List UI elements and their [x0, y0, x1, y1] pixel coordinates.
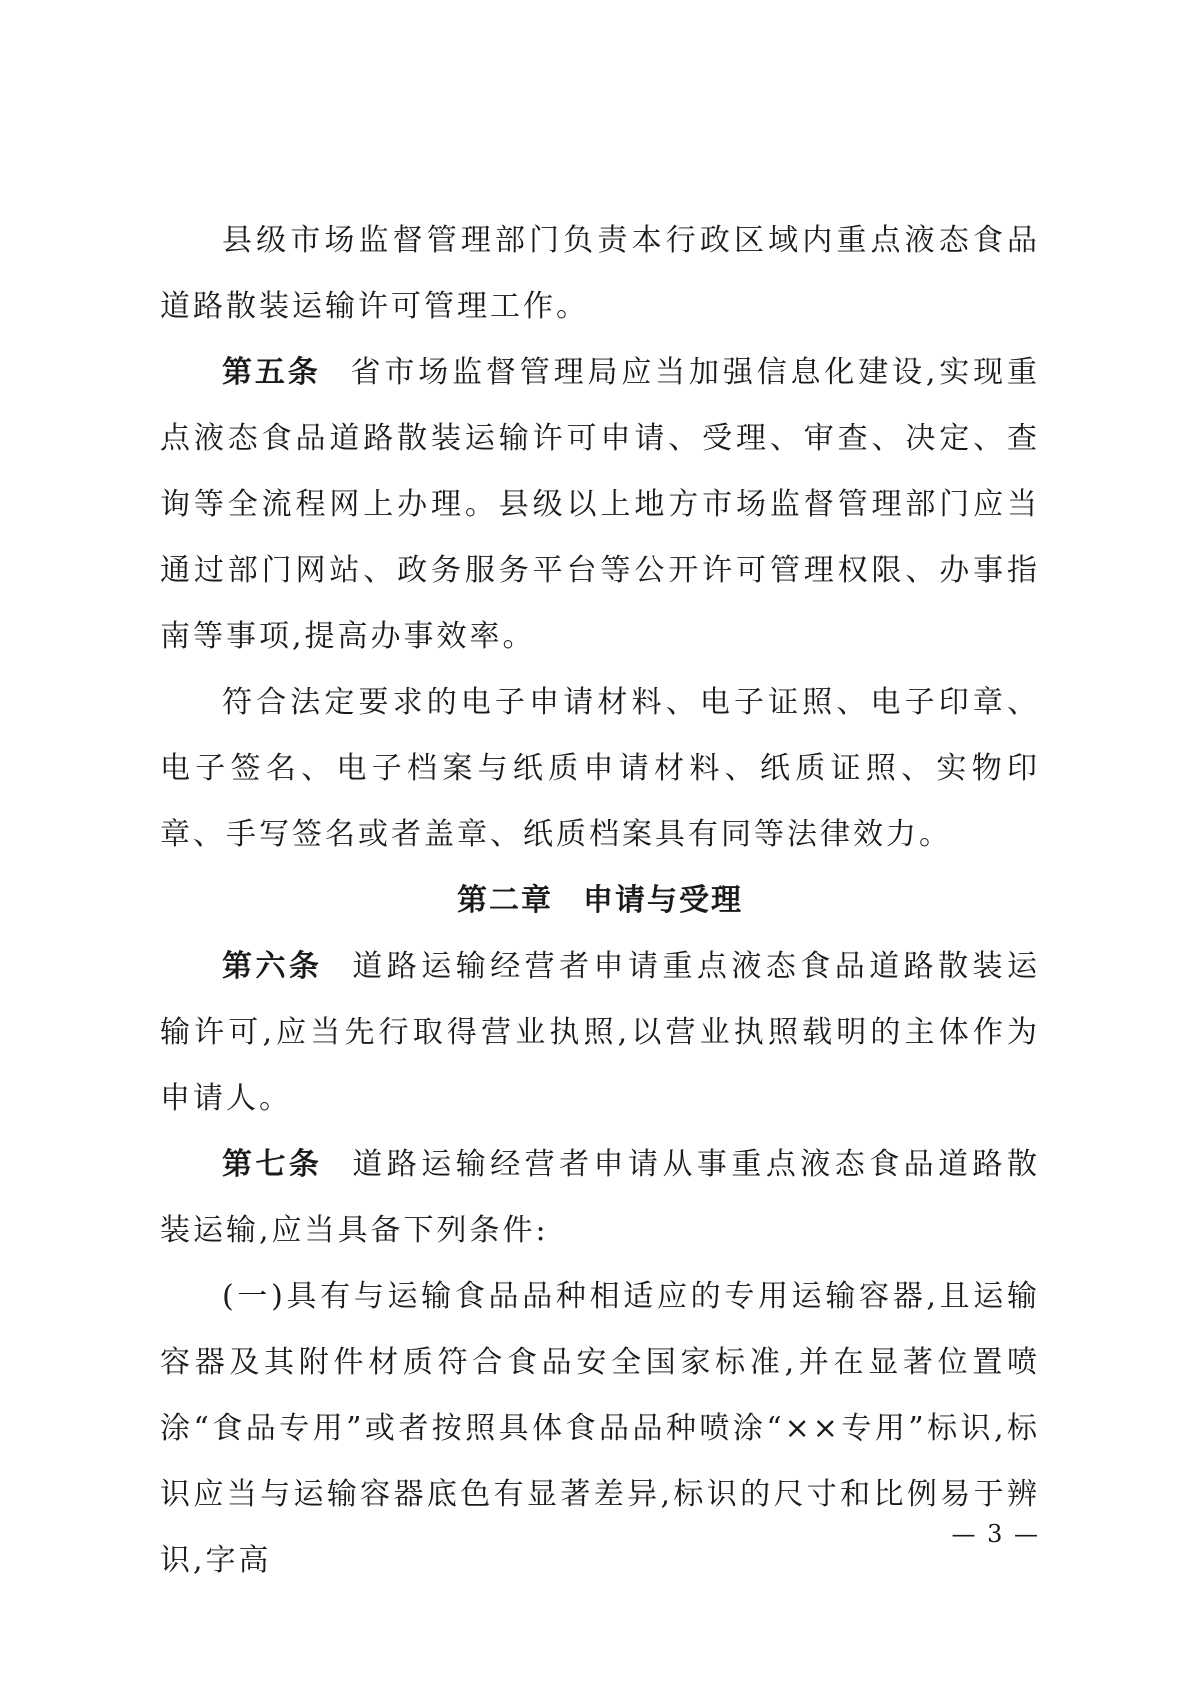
article-7-text: 道路运输经营者申请从事重点液态食品道路散装运输,应当具备下列条件:	[160, 1147, 1041, 1248]
article-6-text: 道路运输经营者申请重点液态食品道路散装运输许可,应当先行取得营业执照,以营业执照载明的主体作为申请人。	[160, 949, 1041, 1116]
article-5-text: 省市场监督管理局应当加强信息化建设,实现重点液态食品道路散装运输许可申请、受理、审查、决定、查询等全流程网上办理。县级以上地方市场监督管理部门应当通过部门网站、政务服务平台等公开许可管理权限、办事指南等事项,提高办事效率。	[160, 355, 1040, 654]
article-6-label: 第六条	[222, 949, 323, 984]
document-body	[160, 208, 1040, 1594]
article-7-label: 第七条	[222, 1147, 323, 1182]
article-7	[160, 1132, 1040, 1264]
article-6	[160, 934, 1040, 1132]
paragraph-electronic-validity: 符合法定要求的电子申请材料、电子证照、电子印章、电子签名、电子档案与纸质申请材料、纸质证照、实物印章、手写签名或者盖章、纸质档案具有同等法律效力。	[160, 685, 1040, 852]
chapter-number: 第二章	[457, 883, 553, 918]
article-5	[160, 340, 1040, 670]
paragraph-county-responsibility: 县级市场监督管理部门负责本行政区域内重点液态食品道路散装运输许可管理工作。	[160, 223, 1040, 324]
chapter-title: 申请与受理	[583, 883, 743, 918]
chapter-heading	[160, 868, 1040, 934]
condition-item-1: (一)具有与运输食品品种相适应的专用运输容器,且运输容器及其附件材质符合食品安全国家标准,并在显著位置喷涂“食品专用”或者按照具体食品品种喷涂“××专用”标识,标识应当与运输容器底色有显著差异,标识的尺寸和比例易于辨识,字高	[160, 1279, 1040, 1578]
article-5-label: 第五条	[222, 355, 321, 390]
page-number: — 3 —	[951, 1520, 1040, 1548]
